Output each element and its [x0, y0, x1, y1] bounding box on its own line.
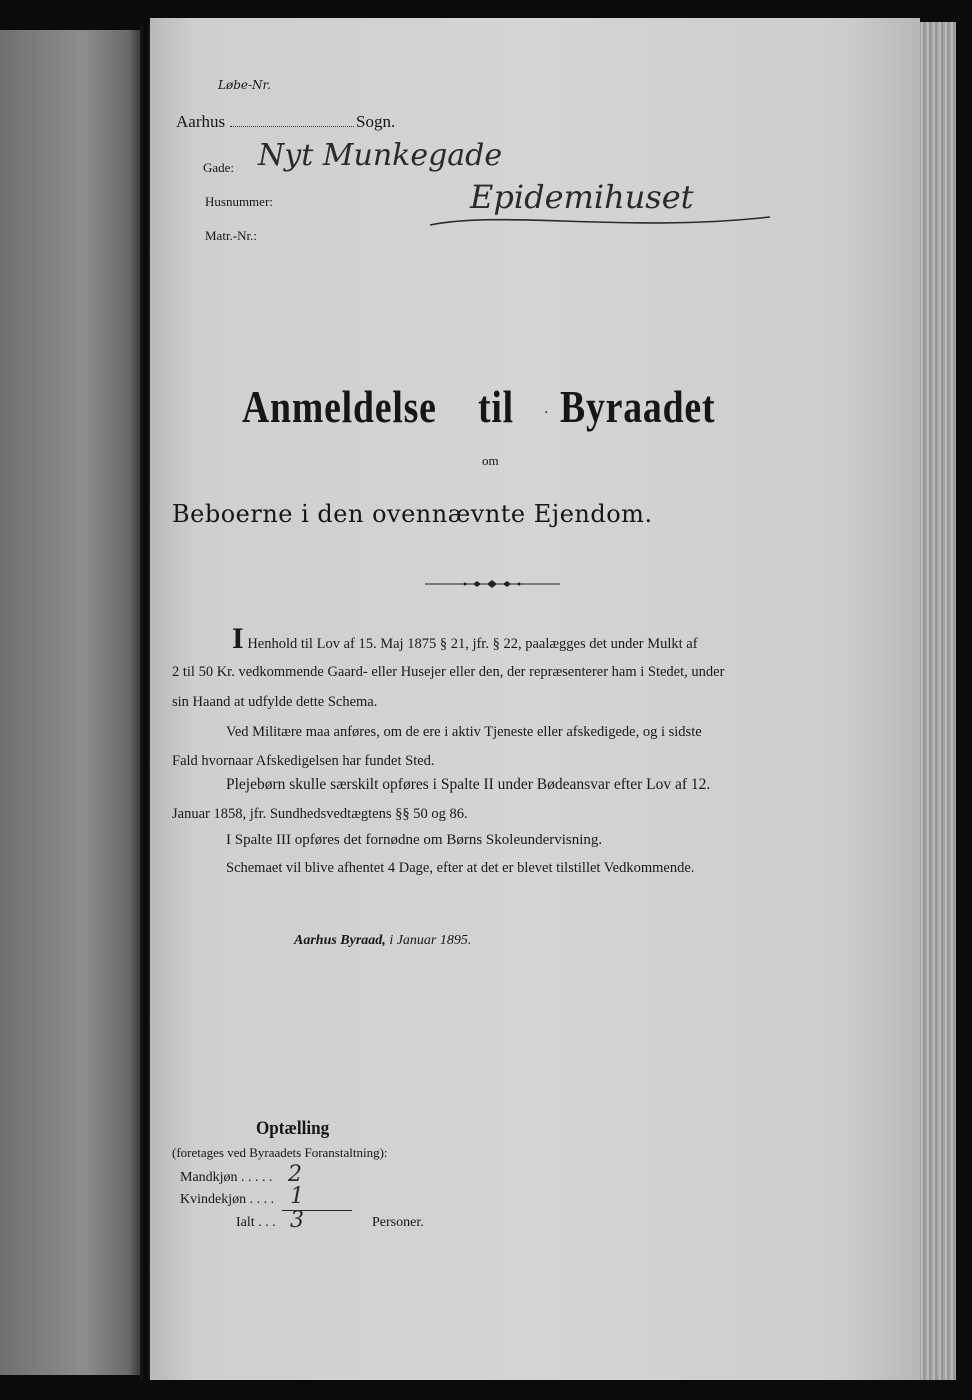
tally-title: Optælling	[256, 1118, 330, 1139]
gade-label: Gade:	[203, 160, 235, 175]
title-word-til: til	[478, 381, 514, 432]
tally-row-ialt-value: 3	[290, 1208, 304, 1233]
tally-subtitle: (foretages ved Byraadets Foranstaltning):	[172, 1145, 388, 1160]
sogn-label: Sogn.	[356, 112, 396, 131]
body-paragraph-1-line-1	[232, 624, 698, 654]
title-dot: ·	[544, 405, 549, 421]
handwritten-underline-stroke	[425, 205, 775, 235]
signature-line	[294, 933, 471, 949]
body-line-1-text: Henhold til Lov af 15. Maj 1875 § 21, jfr. § 22, paalægges det under Mulkt af	[247, 636, 698, 652]
left-page	[0, 30, 140, 1375]
title-om: om	[482, 453, 499, 468]
loebe-nr-label: Løbe-Nr.	[218, 78, 271, 92]
signature-rest: i Januar 1895.	[389, 933, 472, 948]
body-paragraph-1-line-2: 2 til 50 Kr. vedkommende Gaard- eller Husejer eller den, der repræsenterer ham i Stedet, under	[172, 664, 725, 680]
body-paragraph-1-line-3: sin Haand at udfylde dette Schema.	[172, 694, 378, 710]
ornamental-divider	[425, 577, 560, 591]
subtitle: Beboerne i den ovennævnte Ejendom.	[172, 500, 653, 528]
body-paragraph-5: Schemaet vil blive afhentet 4 Dage, efter at det er blevet tilstillet Vedkommende.	[226, 860, 695, 876]
husnummer-label: Husnummer:	[205, 194, 273, 209]
body-paragraph-3-line-1: Plejebørn skulle særskilt opføres i Spalte II under Bødeansvar efter Lov af 12.	[226, 776, 711, 793]
drop-cap: I	[232, 622, 244, 655]
husnummer-handwritten-value: Epidemihuset	[470, 178, 694, 216]
tally-row-kvindekjoen-label: Kvindekjøn . . . .	[180, 1192, 275, 1207]
city-label: Aarhus	[176, 112, 226, 131]
page-edges	[920, 22, 956, 1380]
matr-nr-label: Matr.-Nr.:	[205, 228, 257, 243]
body-paragraph-2-line-2: Fald hvornaar Afskedigelsen har fundet Sted.	[172, 753, 435, 769]
title-word-anmeldelse: Anmeldelse	[242, 381, 437, 432]
body-paragraph-3-line-2: Januar 1858, jfr. Sundhedsvedtægtens §§ 50 og 86.	[172, 806, 468, 822]
body-paragraph-4: I Spalte III opføres det fornødne om Børns Skoleundervisning.	[226, 832, 603, 848]
gade-handwritten-value: Nyt Munkegade	[258, 138, 503, 173]
tally-row-mandkjoen-label: Mandkjøn . . . . .	[180, 1170, 273, 1185]
sogn-dotted-line	[230, 126, 354, 127]
signature-bold: Aarhus Byraad,	[294, 933, 386, 948]
title-word-byraadet: Byraadet	[560, 381, 716, 432]
tally-row-mandkjoen-value: 2	[288, 1162, 302, 1187]
body-paragraph-2-line-1: Ved Militære maa anføres, om de ere i aktiv Tjeneste eller afskedigede, og i sidste	[226, 724, 702, 740]
tally-row-kvindekjoen-value: 1	[290, 1184, 304, 1209]
tally-row-ialt-label: Ialt . . .	[236, 1215, 276, 1230]
tally-personer-label: Personer.	[372, 1215, 424, 1230]
